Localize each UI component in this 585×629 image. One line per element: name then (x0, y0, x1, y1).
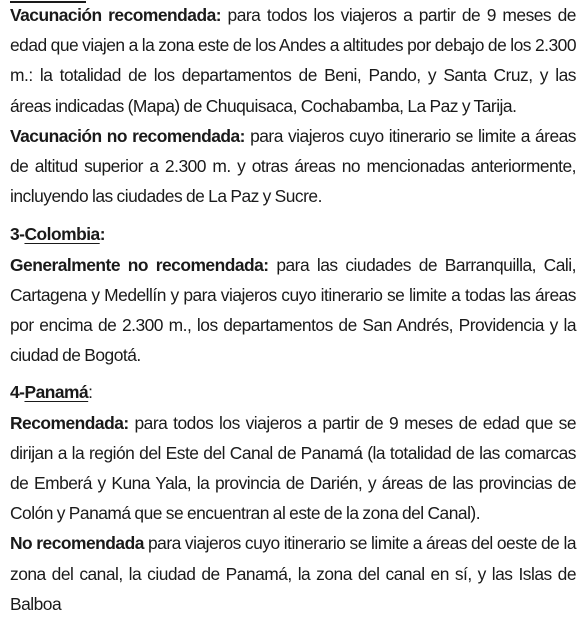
panama-not-recommended-text: para viajeros cuyo itinerario se limite a áreas del oeste de la zona del canal, la ciudad de Panamá, la zona del canal en sí, y las Islas de Balboa (10, 533, 576, 614)
bolivia-not-recommended-text: para viajeros cuyo itinerario se limite a áreas de altitud superior a 2.300 m. y otras áreas no mencionadas anteriormente, incluyendo las ciudades de La Paz y Sucre. (10, 125, 576, 207)
colombia-heading (10, 219, 576, 249)
colombia-paragraph (10, 250, 576, 371)
bolivia-recommended-paragraph (10, 0, 576, 121)
panama-not-recommended-label: No recomendada (10, 533, 144, 554)
colombia-text: para las ciudades de Barranquilla, Cali, Cartagena y Medellín y para viajeros cuyo itinerario se limite a todas las áreas por encima de 2.300 m., los departamentos de San Andrés, Providencia y la ciudad de Bogotá. (10, 254, 576, 366)
bolivia-not-recommended-label: Vacunación no recomendada: (10, 125, 245, 146)
colombia-suffix: : (99, 224, 105, 245)
panama-not-recommended-paragraph (10, 528, 576, 619)
panama-heading (10, 377, 576, 407)
panama-recommended-text: para todos los viajeros a partir de 9 meses de edad que se dirijan a la región del Este del Canal de Panamá (la totalidad de las comarcas de Emberá y Kuna Yala, la provincia de Darién, y áreas de las provincias de Colón y Panamá que se encuentran al este de la zona del Canal). (10, 412, 576, 524)
colombia-label: Generalmente no recomendada: (10, 254, 269, 275)
panama-recommended-paragraph (10, 408, 576, 529)
bolivia-not-recommended-paragraph (10, 121, 576, 212)
bolivia-recommended-text: para todos los viajeros a partir de 9 meses de edad que viajen a la zona este de los Andes a altitudes por debajo de los 2.300 m.: la totalidad de los departamentos de Beni, Pando, y Santa Cruz, y las áreas indicadas (Mapa) de Chuquisaca, Cochabamba, La Paz y Tarija. (10, 5, 576, 116)
colombia-name: Colombia (24, 224, 100, 245)
panama-name: Panamá (24, 382, 89, 403)
colombia-number: 3- (10, 224, 25, 245)
panama-recommended-label: Recomendada: (10, 412, 129, 433)
bolivia-recommended-label: Vacunación recomendada: (10, 5, 222, 25)
panama-number: 4- (10, 382, 25, 403)
document-body (10, 0, 576, 619)
panama-suffix: : (88, 382, 93, 403)
